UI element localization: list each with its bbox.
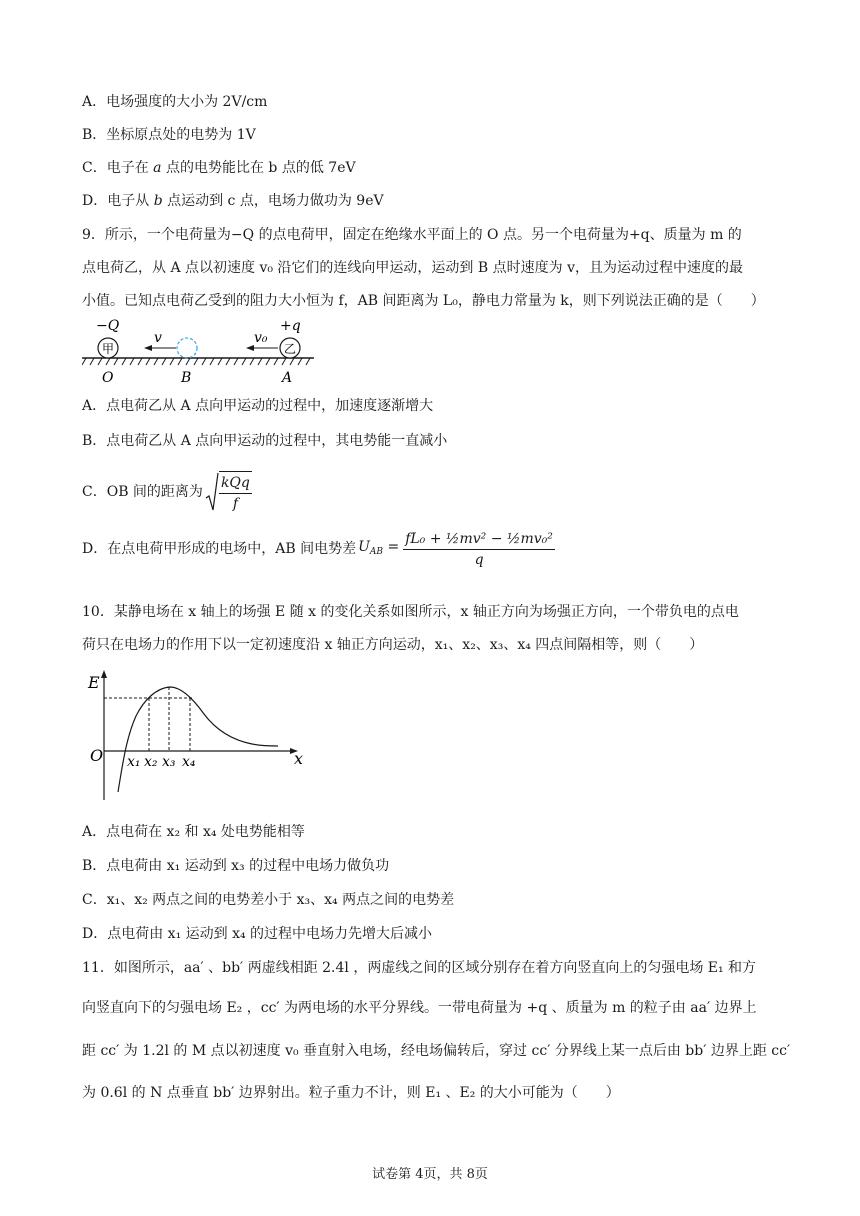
- q9-c-numerator: kQq: [219, 473, 252, 494]
- label-yi: 乙: [283, 342, 297, 356]
- q9-stem-line1: 9．所示，一个电荷量为−Q 的点电荷甲，固定在绝缘水平面上的 O 点。另一个电荷量为+q、质量为 m 的: [82, 227, 742, 243]
- e-field-curve: [118, 687, 278, 792]
- q9-option-d: D．在点电荷甲形成的电场中，AB 间电势差 $U_{AB}$ = $\frac{\text{fL₀ + ½mv² − ½mv₀²}}{q}$: [82, 530, 553, 568]
- q10-graph: [82, 668, 322, 808]
- q9-c-fraction: [219, 471, 252, 514]
- q10-option-d: D．点电荷由 x₁ 运动到 x₄ 的过程中电场力先增大后减小: [82, 926, 433, 942]
- page-footer: 试卷第 4页，共 8页: [372, 1167, 488, 1182]
- q10-option-c: C．x₁、x₂ 两点之间的电势差小于 x₃、x₄ 两点之间的电势差: [82, 892, 455, 908]
- q8-option-d: D．电子从 b 点运动到 c 点，电场力做功为 9eV: [82, 193, 384, 209]
- axis-label-o: O: [90, 746, 104, 765]
- label-v: v: [154, 330, 162, 346]
- label-point-a: A: [282, 370, 293, 386]
- q10-option-b: B．点电荷由 x₁ 运动到 x₃ 的过程中电场力做负功: [82, 858, 390, 874]
- tick-x1: x₁: [127, 754, 141, 770]
- q9-d-numerator: fL₀ + ½mv² − ½mv₀²: [403, 529, 555, 550]
- dashed-position-b: [177, 338, 197, 358]
- sqrt-symbol: [205, 472, 219, 512]
- q8-option-a: A．电场强度的大小为 2V/cm: [82, 94, 268, 110]
- q9-figure: [82, 318, 322, 388]
- q8-option-c: C．电子在 a 点的电势能比在 b 点的低 7eV: [82, 160, 356, 176]
- q9-d-fraction: [403, 529, 555, 570]
- q9-d-denominator: q: [474, 551, 484, 568]
- q11-stem-line4: 为 0.6l 的 N 点垂直 bb′ 边界射出。粒子重力不计，则 E₁ 、E₂ 的大小可能为（ ）: [82, 1085, 620, 1101]
- q9-stem-line2: 点电荷乙，从 A 点以初速度 v₀ 沿它们的连线向甲运动，运动到 B 点时速度为 v，且为运动过程中速度的最: [82, 260, 743, 276]
- q9-stem-line3: 小值。已知点电荷乙受到的阻力大小恒为 f，AB 间距离为 L₀，静电力常量为 k，则下列说法正确的是（ ）: [82, 293, 765, 309]
- tick-x2: x₂: [144, 754, 158, 770]
- label-jia: 甲: [101, 342, 115, 356]
- label-v0: v₀: [254, 330, 268, 346]
- q11-stem-line1: 11．如图所示，aa′ 、bb′ 两虚线相距 2.4l ，两虚线之间的区域分别存在着方向竖直向上的匀强电场 E₁ 和方: [82, 960, 757, 976]
- q11-stem-line2: 向竖直向下的匀强电场 E₂ ，cc′ 为两电场的水平分界线。一带电荷量为 +q 、质量为 m 的粒子由 aa′ 边界上: [82, 1000, 757, 1016]
- q8-option-b: B．坐标原点处的电势为 1V: [82, 127, 256, 143]
- axis-label-e: E: [88, 673, 100, 692]
- label-neg-q: −Q: [96, 318, 120, 334]
- q11-stem-line3: 距 cc′ 为 1.2l 的 M 点以初速度 v₀ 垂直射入电场，经电场偏转后，穿过 cc′ 分界线上某一点后由 bb′ 边界上距 cc′: [82, 1043, 791, 1059]
- tick-x4: x₄: [182, 754, 196, 770]
- label-point-b: B: [181, 370, 192, 386]
- q9-option-b: B．点电荷乙从 A 点向甲运动的过程中，其电势能一直减小: [82, 433, 448, 449]
- q10-stem-line2: 荷只在电场力的作用下以一定初速度沿 x 轴正方向运动，x₁、x₂、x₃、x₄ 四点间隔相等，则（ ）: [82, 637, 704, 653]
- q9-option-a: A．点电荷乙从 A 点向甲运动的过程中，加速度逐渐增大: [82, 398, 434, 414]
- tick-x3: x₃: [162, 754, 176, 770]
- axis-label-x: x: [294, 749, 304, 768]
- label-pos-q: +q: [280, 318, 301, 334]
- q9-option-c: C．OB 间的距离为 $\frac{\text{kQq}}{f}$: [82, 470, 252, 514]
- q9-d-lhs: $U_{AB}$ =: [358, 538, 400, 557]
- q10-option-a: A．点电荷在 x₂ 和 x₄ 处电势能相等: [82, 824, 305, 840]
- q9-c-denominator: f: [232, 495, 238, 512]
- q10-stem-line1: 10．某静电场在 x 轴上的场强 E 随 x 的变化关系如图所示，x 轴正方向为场强正方向，一个带负电的点电: [82, 604, 739, 620]
- label-point-o: O: [102, 370, 114, 386]
